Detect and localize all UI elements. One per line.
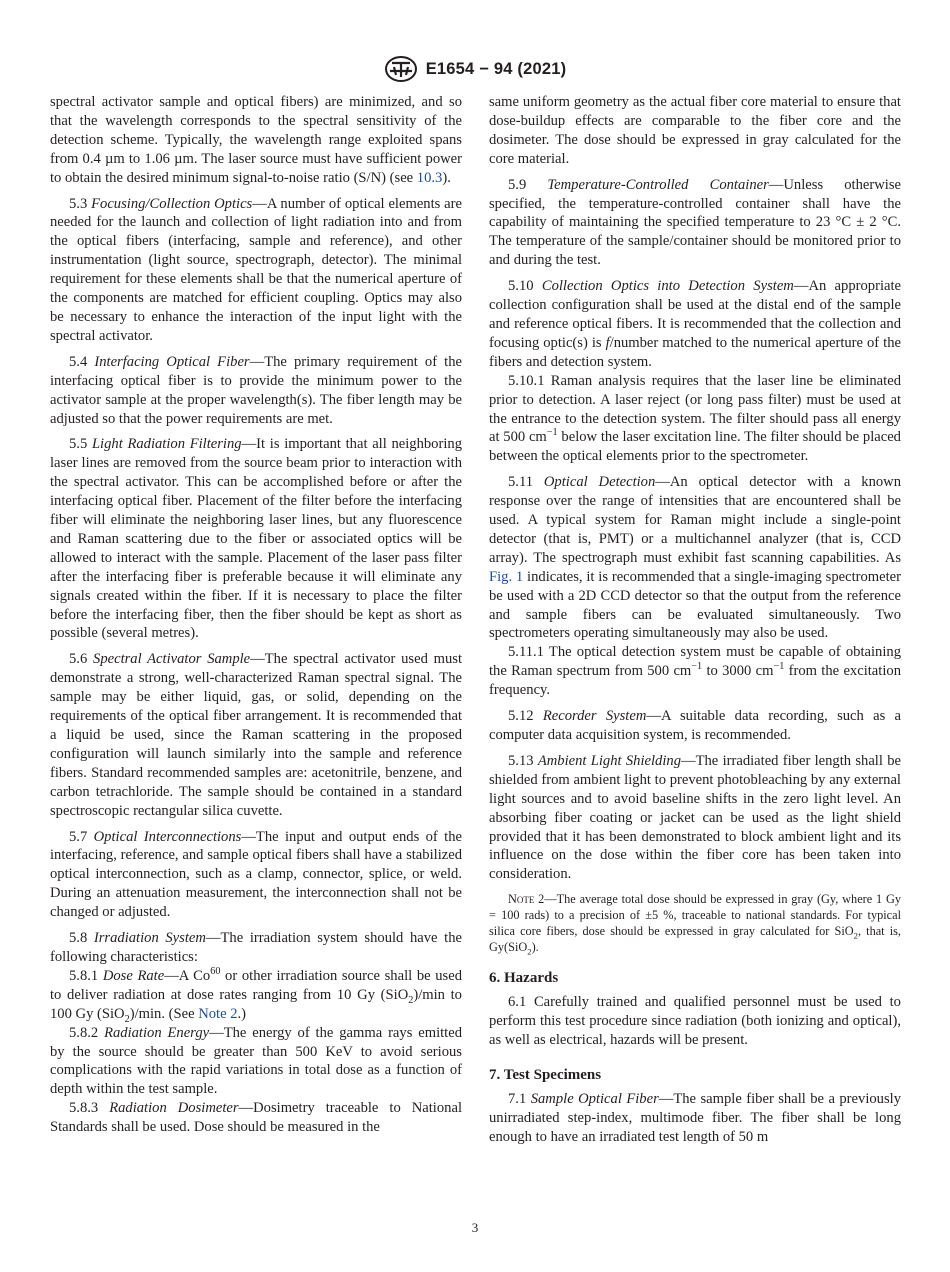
section-5-7: 5.7 Optical Interconnections—The input and output ends of the interfacing, reference, and sample optical fibers shall have a stabilized optical interconnection, such as a clamp, connector, splice, or weld. During an attenuation measurement, the interconnection shall not be changed or adjusted.: [50, 828, 462, 921]
right-column: [489, 93, 901, 1147]
astm-logo-icon: [384, 55, 418, 83]
note-2-link[interactable]: Note 2: [198, 1005, 238, 1022]
section-link-10-3[interactable]: 10.3: [416, 169, 443, 186]
section-5-6: 5.6 Spectral Activator Sample—The spectral activator used must demonstrate a strong, well-characterized Raman spectral signal. The sample may be either liquid, gas, or solid, depending on the requirements of the optical fiber arrangement. It is recommended that a liquid be used, since the Raman scattering in the proposed configuration will launch similarly into the sample and reference fibers. Standard recommended samples are: acetonitrile, benzene, and carbon tetrachloride. The sample should be contained in a standard spectroscopic rectangular silica cuvette.: [50, 651, 463, 819]
heading-hazards: 6. Hazards: [489, 970, 559, 987]
heading-test-specimens: 7. Test Specimens: [489, 1066, 602, 1083]
page-header: [0, 54, 950, 84]
paragraph-continued: spectral activator sample and optical fibers) are minimized, and so that the wavelength corresponds to the spectral sensitivity of the detection scheme. Typically, the wavelength range exploited spans from 0.4 µm to 1.06 µm. The laser source must have sufficient power to obtain the desired minimum signal-to-noise ratio (S/N) (see 10.3).: [50, 94, 462, 186]
section-5-8-1: 5.8.1 Dose Rate—A Co$^{60}$ or other irradiation source shall be used to deliver radiation at dose rates ranging from 10 Gy (SiO$_2$)/min to 100 Gy (SiO$_2$)/min. (See Note 2.): [50, 966, 462, 1025]
section-5-8-2: 5.8.2 Radiation Energy—The energy of the gamma rays emitted by the source should be greater than 500 KeV to avoid serious complications with the rapid variations in total dose as a function of depth within the test sample.: [50, 1024, 463, 1098]
standard-designation: E1654 − 94 (2021): [425, 59, 567, 78]
section-5-10-1: 5.10.1 Raman analysis requires that the laser line be eliminated prior to detection. A laser reject (or long pass filter) must be used at the entrance to the detection system. The filter should pass all energy at 500 $cm^{-1}$ below the laser excitation line. The filter should be placed between the optical elements prior to the spectrometer.: [489, 372, 901, 465]
section-5-9: 5.9 Temperature-Controlled Container—Unless otherwise specified, the temperature-controlled container shall have the capability of maintaining the specified temperature to 23 °C ± 2 °C. The temperature of the sample/container should be monitored prior to and during the test.: [489, 176, 901, 269]
section-5-10: 5.10 Collection Optics into Detection System—An appropriate collection configuration shall be used at the distal end of the sample and reference optical fibers. It is recommended that the collection and focusing optic(s) is f/number matched to the numerical aperture of the fibers and detection system.: [489, 278, 902, 370]
note-2: Note 2—The average total dose should be expressed in gray (Gy, where 1 Gy = 100 rads) to a precision of ±5 %, traceable to national standards. For typical silica core fibers, dose should be expressed in gray calculated for SiO$_2$, that is, Gy(SiO$_2$).: [489, 892, 901, 957]
section-5-13: 5.13 Ambient Light Shielding—The irradiated fiber length shall be shielded from ambient light to prevent photobleaching by any external light sources and to avoid baseline shifts in the zero light level. An absorbing fiber coating or jacket can be used as the light shield provided that it has been demonstrated to block ambient light and its influence on the dose within the fiber core has been taken into consideration.: [489, 752, 901, 883]
left-column: [50, 93, 462, 1137]
section-5-4: 5.4 Interfacing Optical Fiber—The primary requirement of the interfacing optical fiber is to provide the minimum power to the activator sample at the proper wavelength(s). The fiber length may be adjusted so that the power requirements are met.: [50, 353, 462, 427]
section-5-11-1: 5.11.1 The optical detection system must be capable of obtaining the Raman spectrum from 500 $cm^{-1}$ to 3000 $cm^{-1}$ from the excitation frequency.: [489, 644, 901, 699]
section-7-1: 7.1 Sample Optical Fiber—The sample fiber shall be a previously unirradiated step-index, multimode fiber. The fiber shall be long enough to have an irradiated test length of 50 m: [489, 1090, 901, 1145]
section-5-12: 5.12 Recorder System—A suitable data recording, such as a computer data acquisition system, is recommended.: [489, 708, 901, 743]
section-5-8-3: 5.8.3 Radiation Dosimeter—Dosimetry traceable to National Standards shall be used. Dose should be measured in the: [50, 1100, 462, 1136]
figure-1-link[interactable]: Fig. 1: [489, 568, 524, 585]
paragraph-continued-right: same uniform geometry as the actual fiber core material to ensure that dose-buildup effects are comparable to the fiber core and the dosimeter. The dose should be expressed in gray calculated for the core material.: [489, 94, 901, 167]
page-number: 3: [471, 1220, 479, 1235]
section-5-11: 5.11 Optical Detection—An optical detector with a known response over the range of intensities that are encountered shall be used. A typical system for Raman might include a single-point detector (that is, PMT) or a multichannel analyzer (that is, CCD array). The spectrograph must exhibit fast scanning capabilities. As Fig. 1 indicates, it is recommended that a single-imaging spectrometer be used with a 2D CCD detector so that the output from the reference and sample fibers can be evaluated simultaneously. Two spectrometers operating simultaneously may also be used.: [489, 474, 902, 642]
section-5-5: 5.5 Light Radiation Filtering—It is important that all neighboring laser lines are removed from the source beam prior to interaction with the spectral activator. This can be accomplished before or after the interfacing optical fiber. Placement of the filter before the interfacing fiber will eliminate the neighboring laser lines, but any fluorescence and Raman scattering due to the fiber or associated optics will be allowed to interact with the sample. Placement of the laser pass filter after the interfacing fiber is preferable because it will eliminate any signals created within the fiber. If it is necessary to place the filter before the interfacing fiber, then the fiber should be kept as short as possible (several metres).: [50, 436, 462, 642]
section-5-3: 5.3 Focusing/Collection Optics—A number of optical elements are needed for the launch and collection of light radiation into and from the optical fibers (interfacing, sample and reference), and other instrumentation (light source, spectrograph, detector). The minimal requirement for these elements shall be that the numerical aperture of the components are matched for efficient coupling. Optics may also be necessary to enhance the interaction of the input light with the spectral activator.: [50, 195, 463, 344]
section-6-1: 6.1 Carefully trained and qualified personnel must be used to perform this test procedure since radiation (both ionizing and optical), as well as electrical, hazards will be present.: [489, 994, 901, 1048]
section-5-8: 5.8 Irradiation System—The irradiation system should have the following characteristics:: [50, 930, 462, 965]
